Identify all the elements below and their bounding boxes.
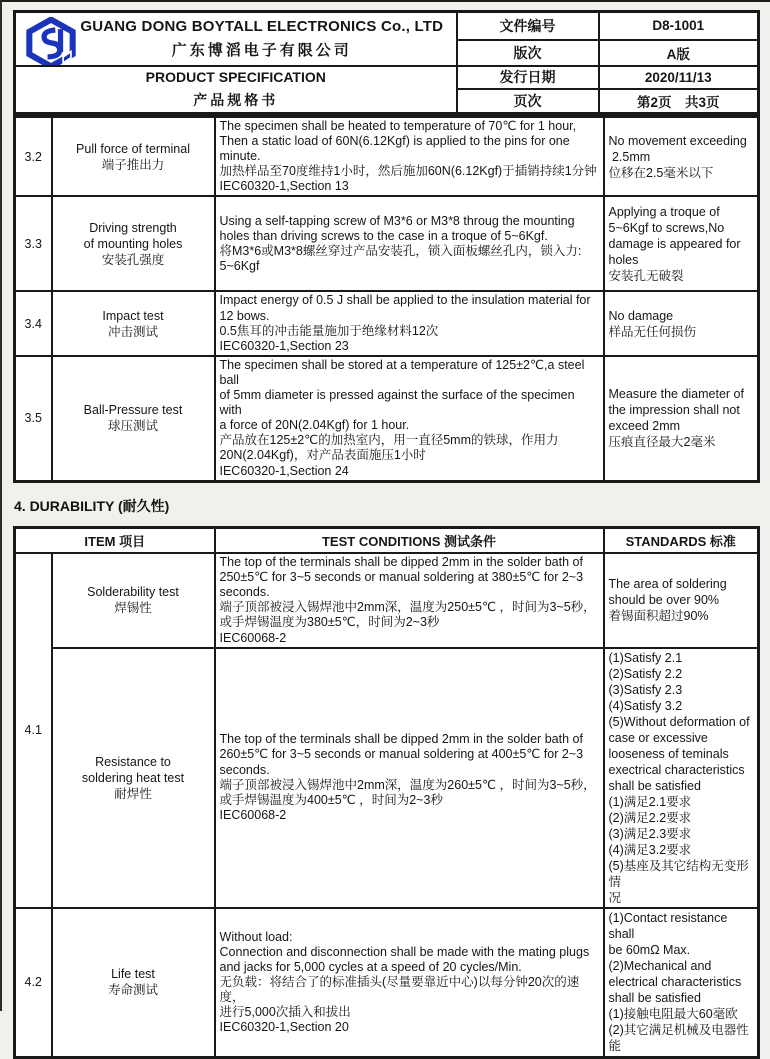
test-conditions-cell xyxy=(215,196,604,291)
test-conditions-cell xyxy=(215,648,604,908)
condition-line: a force of 20N(2.04Kgf) for 1 hour. xyxy=(219,418,410,433)
standard-line: (2)满足2.2要求 xyxy=(608,810,692,825)
test-conditions-cell xyxy=(215,553,604,648)
company-block xyxy=(15,12,457,66)
standard-line: (1)接触电阻最大60毫欧 xyxy=(608,1007,738,1022)
item-label: 焊锡性 xyxy=(114,601,152,616)
condition-line: 端子顶部被浸入锡焊池中2mm深，温度为260±5℃ ，时间为3~5秒， xyxy=(219,777,596,792)
standards-cell xyxy=(604,648,759,908)
condition-line: Impact energy of 0.5 J shall be applied to the insulation material for xyxy=(219,293,591,308)
item-label: Driving strength xyxy=(89,220,177,235)
condition-line: holes than driving screws to the case in a troque of 5~6Kgf. xyxy=(219,228,548,243)
document-header-table xyxy=(13,10,760,115)
item-label: Pull force of terminal xyxy=(76,141,190,156)
standard-line: 压痕直径最大2毫米 xyxy=(608,435,716,450)
condition-line: 0.5焦耳的冲击能量施加于绝缘材料12次 xyxy=(219,323,439,338)
condition-line: The specimen shall be stored at a temperature of 125±2℃,a steel ball xyxy=(219,357,588,387)
test-conditions-cell xyxy=(215,291,604,355)
condition-line: 或手焊锡温度为380±5℃，时间为2~3秒 xyxy=(219,615,440,630)
standards-cell xyxy=(604,356,759,481)
standard-line: 位移在2.5毫米以下 xyxy=(608,165,714,180)
standard-line: electrical characteristics xyxy=(608,975,742,990)
condition-line: of 5mm diameter is pressed against the surface of the specimen with xyxy=(219,388,579,418)
standard-line: 安装孔无破裂 xyxy=(608,268,684,283)
standard-line: (1)Contact resistance shall xyxy=(608,911,731,942)
standard-line: looseness of teminals xyxy=(608,746,729,761)
mechanical-tests-table xyxy=(13,115,760,483)
standard-line: 样品无任何损伤 xyxy=(608,324,697,339)
standard-line: exectrical characteristics xyxy=(608,762,745,777)
condition-line: 或手焊锡温度为400±5℃ ，时间为2~3秒 xyxy=(219,792,443,807)
item-cell xyxy=(52,908,215,1058)
test-conditions-cell xyxy=(215,356,604,481)
condition-line: The top of the terminals shall be dipped 2mm in the solder bath of xyxy=(219,732,583,747)
condition-line: IEC60068-2 xyxy=(219,630,287,645)
field-label-page: 页次 xyxy=(457,89,599,114)
standards-cell xyxy=(604,553,759,648)
row-number-cell: 4.2 xyxy=(15,908,52,1058)
item-label: Resistance to xyxy=(95,754,171,769)
row-number-cell: 4.1 xyxy=(15,553,52,908)
field-value-revision: A版 xyxy=(599,40,759,66)
standard-line: No damage xyxy=(608,308,674,323)
item-cell xyxy=(52,117,215,197)
durability-table-header-row xyxy=(15,527,759,553)
standards-cell xyxy=(604,196,759,291)
condition-line: and jacks for 5,000 cycles at a speed of 20 cycles/Min. xyxy=(219,959,522,974)
spec-row-4.1-1 xyxy=(15,553,759,648)
item-label: 端子推出力 xyxy=(101,157,165,172)
standard-line: 况 xyxy=(608,890,622,905)
condition-line: 20N(2.04Kgf)，对产品表面施压1小时 xyxy=(219,448,426,463)
spec-document-page xyxy=(13,10,757,1059)
standard-line: (4)满足3.2要求 xyxy=(608,842,692,857)
product-spec-title-en: PRODUCT SPECIFICATION xyxy=(145,68,326,85)
condition-line: 将M3*6或M3*8螺丝穿过产品安装孔，锁入面板螺丝孔内，锁入力: xyxy=(219,243,582,258)
condition-line: 250±5℃ for 3~5 seconds or manual soldering at 380±5℃ for 2~3 xyxy=(219,570,584,585)
product-spec-title-cn: 产品规格书 xyxy=(193,91,279,108)
condition-line: 5~6Kgf xyxy=(219,259,260,274)
condition-line: Connection and disconnection shall be made with the mating plugs xyxy=(219,944,590,959)
standard-line: (3)满足2.3要求 xyxy=(608,826,692,841)
item-cell xyxy=(52,553,215,648)
field-value-page: 第2页 共3页 xyxy=(599,89,759,114)
standard-line: 5~6Kgf to screws,No xyxy=(608,220,725,235)
durability-tests-table xyxy=(13,526,760,1059)
condition-line: seconds. xyxy=(219,762,270,777)
condition-line: minute. xyxy=(219,149,261,164)
standard-line: 2.5mm xyxy=(608,149,651,164)
standard-line: 着锡面积超过90% xyxy=(608,609,709,624)
column-header-test-conditions: TEST CONDITIONS 测试条件 xyxy=(215,527,604,553)
company-logo-icon xyxy=(25,17,77,66)
item-cell xyxy=(52,196,215,291)
condition-line: IEC60320-1,Section 23 xyxy=(219,338,349,353)
condition-line: IEC60320-1,Section 24 xyxy=(219,463,349,478)
standard-line: case or excessive xyxy=(608,730,708,745)
standard-line: (2)其它满足机械及电器性能 xyxy=(608,1023,749,1054)
spec-row-3.2 xyxy=(15,117,759,197)
field-label-revision: 版次 xyxy=(457,40,599,66)
row-number-cell: 3.5 xyxy=(15,356,52,481)
item-cell xyxy=(52,648,215,908)
column-header-standards: STANDARDS 标准 xyxy=(604,527,759,553)
condition-line: 加热样品至70度维持1小时，然后施加60N(6.12Kgf)于插销持续1分钟 xyxy=(219,164,597,179)
item-label: 寿命测试 xyxy=(108,983,159,998)
standard-line: (2)Satisfy 2.2 xyxy=(608,666,683,681)
section-durability-title: 4. DURABILITY (耐久性) xyxy=(14,497,170,514)
item-label: Impact test xyxy=(102,308,164,323)
condition-line: 端子顶部被浸入锡焊池中2mm深，温度为250±5℃ ，时间为3~5秒， xyxy=(219,600,596,615)
standard-line: be 60mΩ Max. xyxy=(608,943,691,958)
standard-line: exceed 2mm xyxy=(608,419,681,434)
standard-line: (2)Mechanical and xyxy=(608,959,712,974)
standard-line: (4)Satisfy 3.2 xyxy=(608,698,683,713)
standards-cell xyxy=(604,117,759,197)
test-conditions-cell xyxy=(215,117,604,197)
condition-line: The top of the terminals shall be dipped 2mm in the solder bath of xyxy=(219,555,583,570)
scan-artifact-left-line xyxy=(0,0,2,1011)
item-label: 冲击测试 xyxy=(107,324,158,339)
standards-cell xyxy=(604,291,759,355)
item-cell xyxy=(52,291,215,355)
spec-row-4.2 xyxy=(15,908,759,1058)
standard-line: (5)基座及其它结构无变形情 xyxy=(608,858,749,889)
standard-line: holes xyxy=(608,252,639,267)
standard-line: (1)满足2.1要求 xyxy=(608,794,692,809)
item-label: Ball-Pressure test xyxy=(83,403,183,418)
standard-line: No movement exceeding xyxy=(608,133,747,148)
spec-row-3.3 xyxy=(15,196,759,291)
row-number-cell: 3.4 xyxy=(15,291,52,355)
condition-line: seconds. xyxy=(219,585,270,600)
spec-row-3.5 xyxy=(15,356,759,481)
condition-line: 产品放在125±2℃的加热室内，用一直径5mm的铁球，作用力 xyxy=(219,433,559,448)
standard-line: Measure the diameter of xyxy=(608,387,744,402)
standard-line: The area of soldering xyxy=(608,577,727,592)
field-value-issue-date: 2020/11/13 xyxy=(599,66,759,89)
spec-row-3.4 xyxy=(15,291,759,355)
condition-line: Then a static load of 60N(6.12Kgf) is applied to the pins for one xyxy=(219,134,570,149)
condition-line: The specimen shall be heated to temperature of 70℃ for 1 hour, xyxy=(219,119,577,133)
item-label: Solderability test xyxy=(87,585,179,600)
item-label: Life test xyxy=(111,967,155,982)
condition-line: Using a self-tapping screw of M3*6 or M3*8 throug the mounting xyxy=(219,213,575,228)
test-conditions-cell xyxy=(215,908,604,1058)
item-label: 耐焊性 xyxy=(114,786,152,801)
item-label: 球压测试 xyxy=(107,419,158,434)
condition-line: 260±5℃ for 3~5 seconds or manual soldering at 400±5℃ for 2~3 xyxy=(219,747,584,762)
column-header-item: ITEM 项目 xyxy=(15,527,215,553)
condition-line: IEC60320-1,Section 20 xyxy=(219,1020,349,1035)
field-label-issue-date: 发行日期 xyxy=(457,66,599,89)
standard-line: (3)Satisfy 2.3 xyxy=(608,682,683,697)
company-name-cn: 广东博滔电子有限公司 xyxy=(171,41,352,59)
item-label: 安装孔强度 xyxy=(101,252,165,267)
standard-line: the impression shall not xyxy=(608,403,740,418)
standard-line: should be over 90% xyxy=(608,593,720,608)
condition-line: IEC60320-1,Section 13 xyxy=(219,179,349,194)
row-number-cell: 3.3 xyxy=(15,196,52,291)
condition-line: 进行5,000次插入和拔出 xyxy=(219,1005,351,1020)
condition-line: 无负载：将结合了的标准插头(尽量要靠近中心)以每分钟20次的速度， xyxy=(219,974,580,1004)
company-name-en: GUANG DONG BOYTALL ELECTRONICS Co., LTD xyxy=(80,17,444,35)
standard-line: shall be satisfied xyxy=(608,991,701,1006)
standard-line: shall be satisfied xyxy=(608,778,701,793)
field-label-doc-number: 文件编号 xyxy=(457,12,599,40)
standard-line: damage is appeared for xyxy=(608,236,741,251)
item-label: of mounting holes xyxy=(83,236,183,251)
standard-line: (5)Without deformation of xyxy=(608,714,750,729)
item-cell xyxy=(52,356,215,481)
row-number-cell: 3.2 xyxy=(15,117,52,197)
condition-line: 12 bows. xyxy=(219,308,270,323)
condition-line: Without load: xyxy=(219,929,293,944)
condition-line: IEC60068-2 xyxy=(219,807,287,822)
standard-line: Applying a troque of xyxy=(608,204,720,219)
spec-row-4.1-2 xyxy=(15,648,759,908)
field-value-doc-number: D8-1001 xyxy=(599,12,759,40)
standard-line: (1)Satisfy 2.1 xyxy=(608,650,683,665)
item-label: soldering heat test xyxy=(81,770,185,785)
product-spec-block xyxy=(15,66,457,114)
standards-cell xyxy=(604,908,759,1058)
scan-artifact-top-line xyxy=(0,0,770,2)
